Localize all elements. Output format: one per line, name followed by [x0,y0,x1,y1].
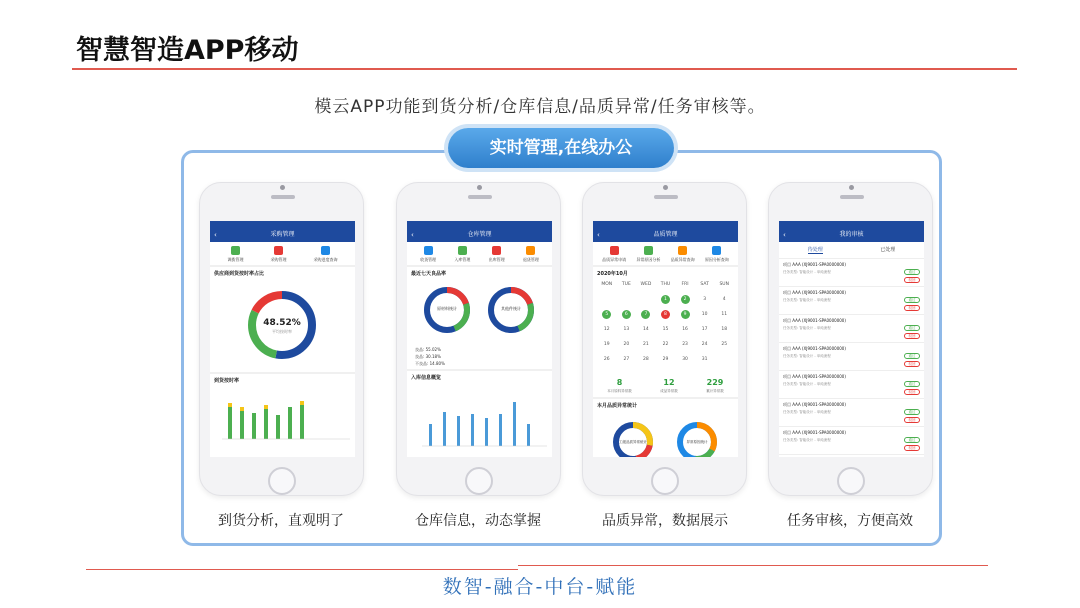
list-item[interactable] [779,399,924,427]
menu-label: 原因分析查询 [704,257,729,262]
calendar-day[interactable]: 6 [622,310,631,319]
back-icon[interactable]: ‹ [783,231,786,239]
caption-quality: 品质异常，数据展示 [602,513,728,529]
calendar-day[interactable]: 8 [661,310,670,319]
list-item[interactable] [779,287,924,315]
section-title: 最近七天良品率 [407,265,552,280]
donut-left-label: 工级品质异常统计 [619,440,647,444]
status-bar [779,221,924,228]
tab-pending[interactable]: 待处理 [807,247,823,253]
calendar-day[interactable]: 24 [701,342,708,347]
calendar-day[interactable]: 31 [701,357,708,362]
item-sub: 任务类型: 智能设计 - 单纯流程 [783,270,831,274]
item-title: 项目 AAA (XJ9001-SPA0000000) [783,402,846,407]
section-title: 入库信息概览 [407,369,552,384]
weekday: WED [640,282,652,287]
stat-label: 累计异常数 [706,389,724,393]
search-icon [678,246,687,255]
menu-label: 采购进度查询 [313,257,338,262]
home-button[interactable] [268,467,296,495]
quality-screen [593,221,738,457]
caption-audit: 任务审核，方便高效 [787,513,913,529]
menu-label: 收货管理 [420,257,437,262]
menu-progress[interactable] [314,246,338,263]
approve-button[interactable]: 通过 [904,325,920,331]
camera-icon [280,185,285,190]
calendar-day[interactable]: 4 [722,297,726,302]
ontime-bar-chart [210,387,355,447]
calendar-day[interactable]: 14 [643,327,649,332]
phone-warehouse [396,182,561,496]
calendar-day[interactable]: 12 [603,327,610,332]
list-item[interactable] [779,315,924,343]
donut-center-label: 平均按时率 [272,329,292,334]
item-sub: 任务类型: 智能设计 - 单纯流程 [783,382,831,386]
ontime-donut-chart [210,280,355,368]
item-title: 项目 AAA (XJ9001-SPA0000000) [783,318,846,323]
bar [485,418,488,446]
menu-reason[interactable] [705,246,729,263]
calendar-day[interactable]: 22 [662,342,669,347]
stat-product [660,370,678,394]
footer-slogan: 数智-融合-中台-赋能 [442,576,638,598]
nav-bar [593,228,738,242]
calendar-day[interactable]: 23 [682,342,688,347]
menu-purchase[interactable] [271,246,287,263]
camera-icon [849,185,854,190]
calendar-day[interactable]: 21 [643,342,649,347]
reject-button[interactable]: 驳回 [904,445,920,451]
menu-transfer[interactable] [228,246,244,263]
inbound-bar-chart [407,384,552,454]
reject-button[interactable]: 驳回 [904,389,920,395]
weekday: THU [660,282,671,287]
weekday: FRI [681,282,689,287]
bar [527,424,530,446]
item-title: 项目 AAA (XJ9001-SPA0000000) [783,290,846,295]
menu-label: 品质异常申请 [602,257,627,262]
bar [443,412,446,446]
calendar-month: 2020年10月 [593,265,738,280]
bar-top [228,403,232,407]
bar [457,416,460,446]
list-item[interactable] [779,371,924,399]
home-button[interactable] [837,467,865,495]
approve-button[interactable]: 通过 [904,381,920,387]
outbound-icon [492,246,501,255]
donut-center-value: 48.52% [263,318,301,328]
status-bar [210,221,355,228]
menu-label: 出库管理 [488,257,505,262]
nav-title: 仓库管理 [467,231,492,238]
footer-divider [518,565,988,566]
bar [276,415,280,439]
bar [429,424,432,446]
menu-outbound[interactable] [489,246,505,263]
nav-title: 品质管理 [653,231,678,238]
calendar-day[interactable]: 3 [703,297,707,302]
banner-label: 实时管理,在线办公 [448,128,674,168]
home-button[interactable] [651,467,679,495]
stat-label: 本月原料异常数 [607,389,632,393]
menu-return[interactable] [523,246,539,263]
bar [228,407,232,439]
speaker-icon [468,195,492,199]
home-button[interactable] [465,467,493,495]
item-title: 项目 AAA (XJ9001-SPA0000000) [783,262,846,267]
bar [300,405,304,439]
quality-donut-charts [593,412,738,457]
title-divider [72,68,1017,70]
calendar-day[interactable]: 29 [662,357,669,362]
caption-purchase: 到货分析，直观明了 [218,513,344,529]
item-sub: 任务类型: 智能设计 - 单纯流程 [783,354,831,358]
list-item[interactable] [779,259,924,287]
item-sub: 任务类型: 智能设计 - 单纯流程 [783,298,831,302]
bar [513,402,516,446]
section-title: 本月品质异常统计 [593,397,738,412]
menu-label: 采购管理 [270,257,287,262]
tab-done[interactable]: 已处理 [880,247,896,253]
calendar-day[interactable]: 17 [701,327,708,332]
progress-icon [321,246,330,255]
calendar-day[interactable]: 28 [643,357,649,362]
nav-title: 我的审核 [839,231,864,238]
reject-button[interactable]: 驳回 [904,277,920,283]
weekday: SAT [700,282,709,287]
bar [288,407,292,439]
warehouse-screen [407,221,552,457]
menu-label: 入库管理 [454,257,471,262]
footer-divider [86,569,518,570]
menu-apply[interactable] [602,246,626,263]
bar [240,411,244,439]
calendar-day[interactable]: 10 [701,312,708,317]
camera-icon [477,185,482,190]
transfer-icon [231,246,240,255]
receive-icon [424,246,433,255]
weekday: TUE [621,282,631,287]
page-subtitle: 模云APP功能到货分析/仓库信息/品质异常/任务审核等。 [314,97,766,117]
nav-bar [407,228,552,242]
calendar-day[interactable]: 9 [681,310,690,319]
stat-total [706,370,724,394]
status-bar [407,221,552,228]
bar-top [264,405,268,409]
calendar-day[interactable]: 30 [682,357,688,362]
back-icon[interactable]: ‹ [597,231,600,239]
donut-right-label: 异常原因统计 [686,440,708,444]
item-title: 项目 AAA (XJ9001-SPA0000000) [783,346,846,351]
calendar-day[interactable]: 1 [661,295,670,304]
stat-label: 成品异常数 [660,389,678,393]
menu-receive[interactable] [420,246,436,263]
bar [252,413,256,439]
stat-value: 8 [616,378,623,387]
bar-top [300,401,304,405]
return-icon [526,246,535,255]
calendar-day[interactable]: 15 [662,327,669,332]
page-title: 智慧智造APP移动 [76,35,299,66]
nav-bar [779,228,924,242]
back-icon[interactable]: ‹ [411,231,414,239]
legend-ok: 良品: 30.18% [415,354,441,359]
legend-good: 良品: 55.02% [415,347,441,352]
calendar-day[interactable]: 2 [681,295,690,304]
camera-icon [663,185,668,190]
calendar-day[interactable]: 26 [603,357,610,362]
approve-button[interactable]: 通过 [904,353,920,359]
list-item[interactable] [779,343,924,371]
stat-value: 12 [663,378,675,387]
status-bar [593,221,738,228]
menu-label: 异常原因分析 [636,257,661,262]
donut-right-label: 其他件统计 [501,306,521,311]
speaker-icon [654,195,678,199]
section-title: 到货按时率 [210,372,355,387]
calendar-day[interactable]: 11 [721,312,728,317]
bar [499,414,502,446]
purchase-screen [210,221,355,457]
item-title: 项目 AAA (XJ9001-SPA0000000) [783,374,846,379]
caption-warehouse: 仓库信息，动态掌握 [415,513,541,529]
reject-button[interactable]: 驳回 [904,361,920,367]
nav-bar [210,228,355,242]
menu-label: 退货管理 [522,257,539,262]
calendar [593,280,738,364]
weekday: SUN [719,282,729,287]
calendar-day[interactable]: 18 [721,327,728,332]
menu-query[interactable] [671,246,695,263]
phone-quality [582,182,747,496]
weekday: MON [601,282,613,287]
approve-button[interactable]: 通过 [904,437,920,443]
phone-purchase [199,182,364,496]
bar [471,414,474,446]
calendar-day[interactable]: 5 [602,310,611,319]
reject-button[interactable]: 驳回 [904,333,920,339]
donut-left-label: 原材料统计 [437,306,457,311]
calendar-day[interactable]: 27 [623,357,630,362]
approve-button[interactable]: 通过 [904,297,920,303]
yield-donut-charts [407,280,552,340]
bar [264,409,268,439]
approve-button[interactable]: 通过 [904,409,920,415]
calendar-day[interactable]: 20 [623,342,630,347]
calendar-day[interactable]: 7 [641,310,650,319]
speaker-icon [840,195,864,199]
legend-bad: 不良品: 14.80% [415,361,445,366]
item-sub: 任务类型: 智能设计 - 单纯流程 [783,410,831,414]
item-sub: 任务类型: 智能设计 - 单纯流程 [783,438,831,442]
menu-label: 调拨管理 [227,257,244,262]
nav-title: 采购管理 [270,231,295,238]
menu-analysis[interactable] [636,246,660,263]
reject-button[interactable]: 驳回 [904,417,920,423]
phone-audit [768,182,933,496]
apply-icon [610,246,619,255]
reject-button[interactable]: 驳回 [904,305,920,311]
audit-screen [779,221,924,457]
inbound-icon [458,246,467,255]
cart-icon [274,246,283,255]
calendar-day[interactable]: 16 [682,327,688,332]
speaker-icon [271,195,295,199]
item-title: 项目 AAA (XJ9001-SPA0000000) [783,430,846,435]
reason-icon [712,246,721,255]
back-icon[interactable]: ‹ [214,231,217,239]
section-title: 供应商到货按时率占比 [210,265,355,280]
list-item[interactable] [779,427,924,455]
calendar-day[interactable]: 25 [721,342,728,347]
analysis-icon [644,246,653,255]
calendar-day[interactable]: 13 [623,327,630,332]
bar-top [240,407,244,411]
calendar-day[interactable]: 19 [603,342,610,347]
stat-material [607,370,632,394]
stat-value: 229 [706,378,724,387]
menu-inbound[interactable] [454,246,470,263]
item-sub: 任务类型: 智能设计 - 单纯流程 [783,326,831,330]
menu-label: 品质异常查询 [670,257,695,262]
approve-button[interactable]: 通过 [904,269,920,275]
